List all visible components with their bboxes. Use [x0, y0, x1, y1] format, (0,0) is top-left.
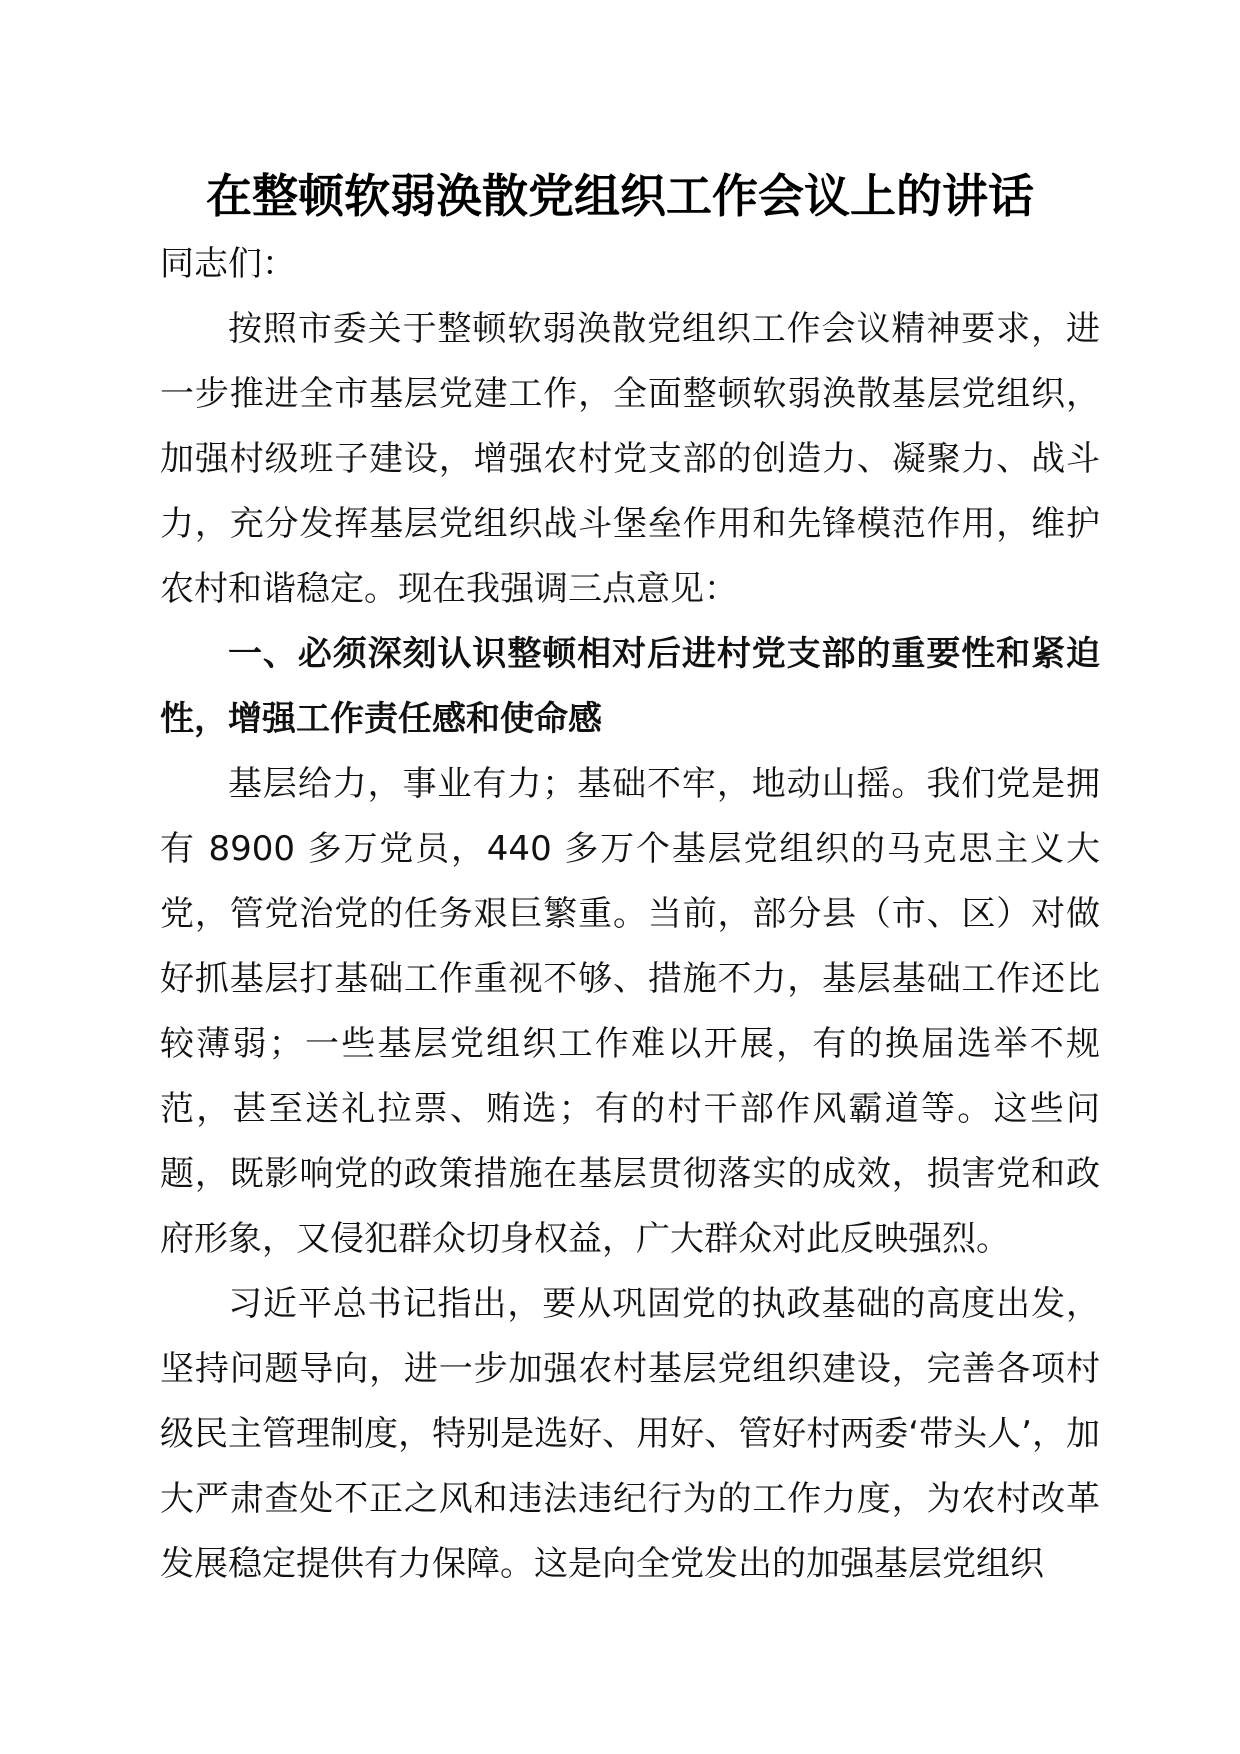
salutation: 同志们：: [160, 244, 296, 284]
paragraph-foundation: 基层给力，事业有力；基础不牢，地动山摇。我们党是拥有 8900 多万党员，440 多万个基层党组织的马克思主义大党，管党治党的任务艰巨繁重。当前，部分县（市、区）对做好抓基层打基础工作重视不够、措施不力，基层基础工作还比较薄弱；一些基层党组织工作难以开展，有的换届选举不规范，甚至送礼拉票、贿选；有的村干部作风霸道等。这些问题，既影响党的政策措施在基层贯彻落实的成效，损害党和政府形象，又侵犯群众切身权益，广大群众对此反映强烈。: [160, 764, 1100, 1259]
paragraph-intro: 按照市委关于整顿软弱涣散党组织工作会议精神要求，进一步推进全市基层党建工作，全面整顿软弱涣散基层党组织，加强村级班子建设，增强农村党支部的创造力、凝聚力、战斗力，充分发挥基层党组织战斗堡垒作用和先锋模范作用，维护农村和谐稳定。现在我强调三点意见：: [160, 309, 1100, 609]
document-body: [160, 232, 1100, 1597]
paragraph-xi-remarks: 习近平总书记指出，要从巩固党的执政基础的高度出发，坚持问题导向，进一步加强农村基层党组织建设，完善各项村级民主管理制度，特别是选好、用好、管好村两委‘带头人’，加大严肃查处不正之风和违法违纪行为的工作力度，为农村改革发展稳定提供有力保障。这是向全党发出的加强基层党组织: [160, 1284, 1100, 1584]
section-heading-1: 一、必须深刻认识整顿相对后进村党支部的重要性和紧迫性，增强工作责任感和使命感: [160, 634, 1100, 739]
document-title: 在整顿软弱涣散党组织工作会议上的讲话: [206, 169, 1034, 223]
